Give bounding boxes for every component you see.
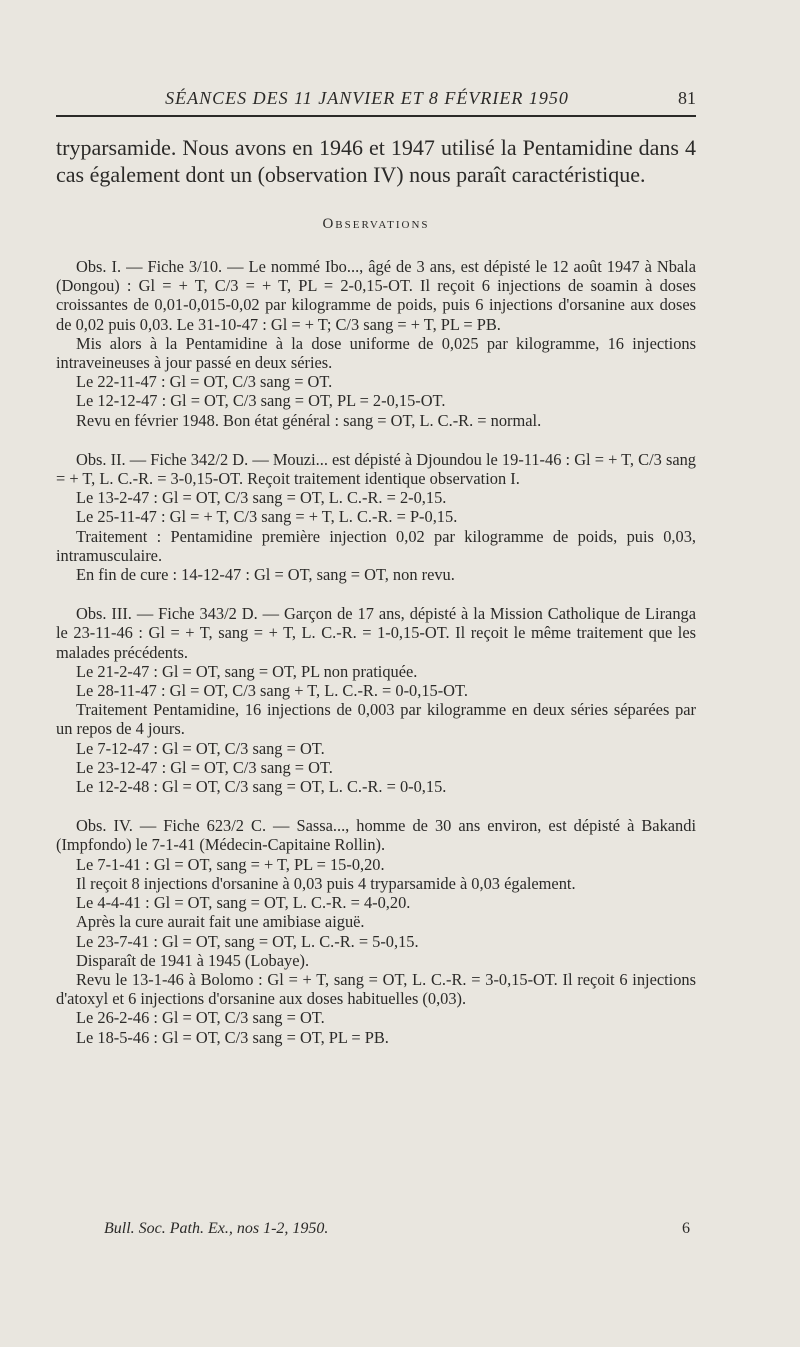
observation-4 xyxy=(56,816,696,1046)
obs4-p3: Il reçoit 8 injections d'orsanine à 0,03 puis 4 tryparsamide à 0,03 également. xyxy=(76,873,576,893)
running-header xyxy=(56,88,696,117)
page-number: 81 xyxy=(678,88,696,108)
signature-mark: 6 xyxy=(682,1220,690,1237)
obs2-p4: Traitement : Pentamidine première injection 0,02 par kilogramme de poids, puis 0,03, intramusculaire. xyxy=(56,526,696,565)
obs3-p4: Traitement Pentamidine, 16 injections de 0,003 par kilogramme en deux séries séparées par un repos de 4 jours. xyxy=(56,700,696,739)
section-title: Observations xyxy=(322,216,430,232)
obs4-p10: Le 18-5-46 : Gl = OT, C/3 sang = OT, PL = PB. xyxy=(76,1027,389,1047)
observation-3 xyxy=(56,604,696,796)
page-footer xyxy=(56,1220,696,1238)
obs1-p5: Revu en février 1948. Bon état général : sang = OT, L. C.-R. = normal. xyxy=(76,410,542,430)
obs1-p1: Obs. I. — Fiche 3/10. — Le nommé Ibo..., âgé de 3 ans, est dépisté le 12 août 1947 à Nbala (Dongou) : Gl = + T, C/3 = + T, PL = 2-0,15-OT. Il reçoit 6 injections de soamin à doses croissantes de 0,01-0,015-0,02 par kilogramme de poids, puis 6 injections d'orsanine aux doses de 0,02 puis 0,03. Le 31-10-47 : Gl = + T; C/3 sang = + T, PL = PB. xyxy=(56,257,696,334)
obs4-p9: Le 26-2-46 : Gl = OT, C/3 sang = OT. xyxy=(76,1008,325,1028)
obs4-p1: Obs. IV. — Fiche 623/2 C. — Sassa..., homme de 30 ans environ, est dépisté à Bakandi (Impfondo) le 7-1-41 (Médecin-Capitaine Rollin). xyxy=(56,816,696,855)
obs4-p2: Le 7-1-41 : Gl = OT, sang = + T, PL = 15-0,20. xyxy=(76,854,385,874)
obs4-p5: Après la cure aurait fait une amibiase aiguë. xyxy=(76,912,365,932)
obs2-p3: Le 25-11-47 : Gl = + T, C/3 sang = + T, L. C.-R. = P-0,15. xyxy=(76,507,458,527)
obs4-p8: Revu le 13-1-46 à Bolomo : Gl = + T, sang = OT, L. C.-R. = 3-0,15-OT. Il reçoit 6 injections d'atoxyl et 6 injections d'orsanine aux doses habituelles (0,03). xyxy=(56,969,696,1009)
obs1-p2: Mis alors à la Pentamidine à la dose uniforme de 0,025 par kilogramme, 16 injections intraveineuses à jour passé en deux séries. xyxy=(56,333,696,373)
obs3-p2: Le 21-2-47 : Gl = OT, sang = OT, PL non pratiquée. xyxy=(76,661,418,681)
obs4-p7: Disparaît de 1941 à 1945 (Lobaye). xyxy=(76,950,310,970)
running-head: SÉANCES DES 11 JANVIER ET 8 FÉVRIER 1950 xyxy=(165,88,569,108)
obs3-p3: Le 28-11-47 : Gl = OT, C/3 sang + T, L. C.-R. = 0-0,15-OT. xyxy=(76,681,468,701)
obs2-p2: Le 13-2-47 : Gl = OT, C/3 sang = OT, L. C.-R. = 2-0,15. xyxy=(76,488,447,508)
obs2-p5: En fin de cure : 14-12-47 : Gl = OT, sang = OT, non revu. xyxy=(76,565,455,585)
obs2-p1: Obs. II. — Fiche 342/2 D. — Mouzi... est dépisté à Djoundou le 19-11-46 : Gl = + T, C/3 sang = + T, L. C.-R. = 3-0,15-OT. Reçoit traitement identique observation I. xyxy=(56,449,696,489)
obs4-p6: Le 23-7-41 : Gl = OT, sang = OT, L. C.-R. = 5-0,15. xyxy=(76,931,419,951)
obs3-p5: Le 7-12-47 : Gl = OT, C/3 sang = OT. xyxy=(76,738,325,758)
article-body xyxy=(56,134,696,1067)
observation-2 xyxy=(56,450,696,584)
observation-1 xyxy=(56,257,696,430)
intro-paragraph: tryparsamide. Nous avons en 1946 et 1947 utilisé la Pentamidine dans 4 cas également dont un (observation IV) nous paraît caractéristique. xyxy=(56,135,696,187)
obs4-p4: Le 4-4-41 : Gl = OT, sang = OT, L. C.-R. = 4-0,20. xyxy=(76,893,411,913)
obs3-p6: Le 23-12-47 : Gl = OT, C/3 sang = OT. xyxy=(76,757,333,777)
obs3-p1: Obs. III. — Fiche 343/2 D. — Garçon de 17 ans, dépisté à la Mission Catholique de Liranga le 23-11-46 : Gl = + T, sang = + T, L. C.-R. = 1-0,15-OT. Il reçoit le même traitement que les malades précédents. xyxy=(56,604,696,662)
obs1-p3: Le 22-11-47 : Gl = OT, C/3 sang = OT. xyxy=(76,372,333,392)
obs1-p4: Le 12-12-47 : Gl = OT, C/3 sang = OT, PL = 2-0,15-OT. xyxy=(76,391,446,411)
obs3-p7: Le 12-2-48 : Gl = OT, C/3 sang = OT, L. C.-R. = 0-0,15. xyxy=(76,777,447,797)
journal-citation: Bull. Soc. Path. Ex., nos 1-2, 1950. xyxy=(104,1220,329,1237)
